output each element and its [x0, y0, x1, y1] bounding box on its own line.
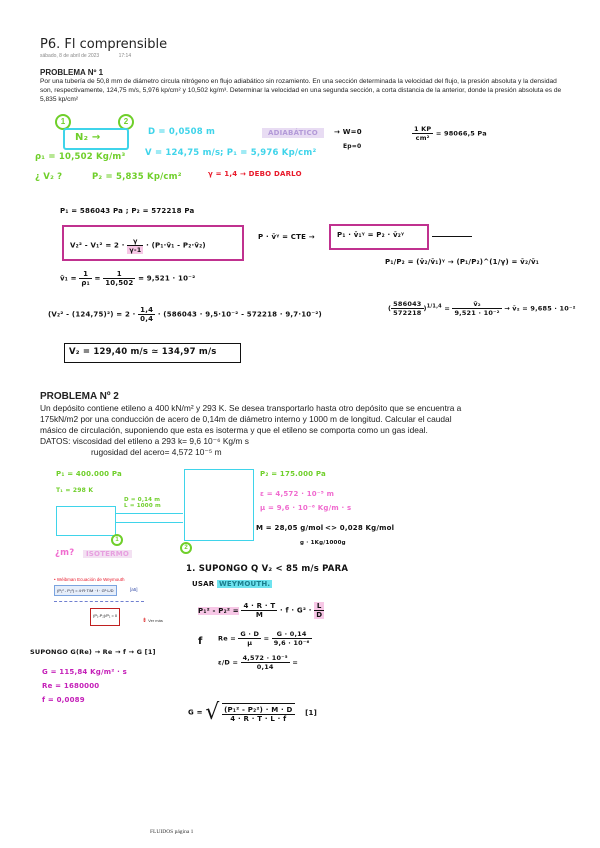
- relative-roughness-equation: ε/D = $\frac{\text{4,572 · 10⁻⁵}}{0,14}$ =: [218, 654, 298, 671]
- pipe-conduit: [115, 513, 183, 523]
- page-meta: [40, 53, 149, 59]
- pressure2-note: P₂ = 5,835 Kp/cm²: [92, 172, 182, 182]
- energy-equation-box: [62, 225, 244, 261]
- problem2-line-4: DATOS: viscosidad del etileno a 293 k= 9,6 10⁻⁶ Kg/m s: [40, 436, 249, 446]
- clip-caption: • Wéibman Ecuación de Weymouth: [54, 577, 125, 582]
- tank-1: [56, 506, 116, 536]
- clip-badge: ⇟ Ver más: [142, 618, 163, 624]
- pipe-sketch: [63, 128, 129, 150]
- isothermal-note: ISOTERMO: [83, 550, 132, 558]
- assumption-line-1: 1. SUPONGO Q V₂ < 85 m/s PARA: [186, 564, 349, 574]
- assumption-line-2: USAR WEYMOUTH.: [192, 580, 271, 588]
- section-2-marker-p2: 2: [180, 542, 192, 554]
- specific-volume-eq: v̄₁ = $\frac{1}{\text{ρ₁}}$ = $\frac{1}{10,502}$ = 9,521 · 10⁻²: [60, 270, 196, 287]
- page-date: sábado, 8 de abril de 2023: [40, 53, 100, 59]
- viscosity-note: μ = 9,6 · 10⁻⁶ Kg/m · s: [260, 504, 352, 512]
- diameter-note: D = 0,0508 m: [148, 127, 216, 137]
- weymouth-equation: P₁² - P₂² = $\frac{4 \cdot R \cdot T}{M}$ · f · G² · $\frac{L}{D}$: [198, 602, 323, 619]
- clip-divider: [54, 601, 144, 602]
- problem2-line-2: 175kN/m2 por una conducción de acero de 0,14m de diámetro interno y 1000 m de longitud. Calcular el caudal: [40, 414, 452, 424]
- re-result: Re = 1680000: [42, 682, 100, 690]
- f-result: f = 0,0089: [42, 696, 85, 704]
- clip-ref: [a5]: [130, 587, 138, 592]
- arrow-line: [432, 236, 472, 237]
- p2-note: P₂ = 175.000 Pa: [260, 470, 326, 478]
- iteration-note: SUPONGO G(Re) → Re → f → G [1]: [30, 648, 156, 656]
- problem1-heading: PROBLEMA Nº 1: [40, 68, 104, 77]
- reynolds-equation: Re = $\frac{G \cdot D}{\mu}$ = $\frac{G \cdot 0,14}{\text{9,6 · 10⁻⁶}}$: [218, 630, 310, 647]
- gamma-note: γ = 1,4 → DEBO DARLO: [208, 170, 302, 178]
- unit-conversion: $\frac{1 KP}{\text{cm²}}$ = 98066,5 Pa: [414, 125, 487, 142]
- result-v2: V₂ = 129,40 m/s ≃ 134,97 m/s: [69, 347, 217, 357]
- section-1-marker-p2: 1: [111, 534, 123, 546]
- page-title: P6. Fl comprensible: [40, 37, 168, 52]
- molar-factor: g · 1Kg/1000g: [300, 540, 346, 546]
- pipe-label: N₂ →: [75, 132, 101, 143]
- problem1-statement: Por una tubería de 50,8 mm de diámetro circula nitrógeno en flujo adiabático sin rozamiento. En una sección determinada la velocidad del flujo, la presión absoluta y la densidad son, respectivamente, 124,75 m/s, 5,976 kp/cm² y 10,502 kg/m³. Determinar la velocidad en una segunda sección, a corta distancia de la anterior, donde la presión absoluta es de 5,835 kp/cm²: [40, 78, 562, 103]
- mass-flux-equation: G = √ $\frac{\text{(P₁² - P₂²) · M · D}}{4 \cdot R \cdot T \cdot L \cdot f}$ [1]: [188, 700, 318, 725]
- problem2-line-1: Un depósito contiene etileno a 400 kN/m² y 293 K. Se desea transportarlo hasta otro depósito que se encuentra a: [40, 403, 462, 413]
- molar-conversion: <> 0,028 Kg/mol: [325, 524, 395, 532]
- question-v2: ¿ V₂ ?: [35, 172, 63, 182]
- t1-note: T₁ = 298 K: [56, 487, 94, 494]
- density-note: ρ₁ = 10,502 Kg/m³: [35, 152, 126, 162]
- page-footer: FLUIDOS página 1: [150, 829, 194, 835]
- ep-note: Ep=0: [343, 143, 362, 150]
- p1-note: P₁ = 400.000 Pa: [56, 470, 122, 478]
- page-time: 17:14: [118, 53, 132, 59]
- roughness-note: ε = 4,572 · 10⁻⁵ m: [260, 490, 335, 498]
- pin-icon: ⇟: [142, 618, 148, 624]
- section-2-marker: 2: [118, 114, 134, 130]
- pressure1-note: ; P₁ = 5,976 Kp/cm²: [220, 148, 317, 158]
- pipe-l-note: L = 1000 m: [124, 503, 161, 509]
- substitution-eq: (V₂² - (124,75)²) = 2 · $\frac{1,4}{0,4}$ · (586043 · 9,5·10⁻² - 572218 · 9,7·10⁻²): [48, 306, 322, 323]
- isentropic-relation: P · v̄ᵞ = CTE →: [258, 233, 315, 241]
- pressures-pa: P₁ = 586043 Pa ; P₂ = 572218 Pa: [60, 207, 195, 215]
- pressure-ratio-eq: P₁/P₂ = (v̄₂/v̄₁)ᵞ → (P₁/P₂)^(1/γ) = v̄₂/v̄₁: [385, 258, 540, 266]
- energy-equation: V₂² - V₁² = 2 · $\frac{\gamma}{\gamma-1}$ · (P₁·v̄₁ - P₂·v̄₂): [70, 237, 206, 254]
- pipe-d-note: D = 0,14 m: [124, 497, 161, 503]
- tank-2: [184, 469, 254, 541]
- problem2-line-3: másico de circulación, suponiendo que esta es isoterma y que el etileno se comporta como un gas ideal.: [40, 425, 428, 435]
- result-box: [64, 343, 241, 363]
- friction-factor-label: f: [198, 636, 203, 647]
- g-result: G = 115,84 Kg/m² · s: [42, 668, 127, 676]
- velocity-note: V = 124,75 m/s: [145, 148, 221, 158]
- ratio-substitution: ( $\frac{586043}{572218}$ )$^{1/1,4}$ = $\frac{\text{v̄₂}}{\text{9,521 · 10⁻²}}$ → v̄₂ = 9,685 · 10⁻²: [388, 300, 576, 317]
- molar-mass-note: M = 28,05 g/mol: [256, 524, 324, 532]
- isentropic-box: P₁ · v̄₁ᵞ = P₂ · v̄₂ᵞ: [329, 224, 429, 250]
- weymouth-reference-clip: [52, 577, 142, 612]
- clip-boxed-eq: (P₁-P₂)/P₁ = 0: [90, 608, 120, 626]
- problem2-line-5: rugosidad del acero= 4,572 10⁻⁵ m: [91, 447, 222, 457]
- question-mass-flow: ¿m?: [55, 548, 75, 558]
- problem2-heading: PROBLEMA Nº 2: [40, 391, 119, 402]
- work-note: → W=0: [334, 128, 362, 136]
- adiabatic-note: ADIABÁTICO: [262, 128, 324, 138]
- section-1-marker: 1: [55, 114, 71, 130]
- clip-equation: (P₁² - P₂²) = 4·R·T/M · f · G²·L/D: [54, 585, 117, 596]
